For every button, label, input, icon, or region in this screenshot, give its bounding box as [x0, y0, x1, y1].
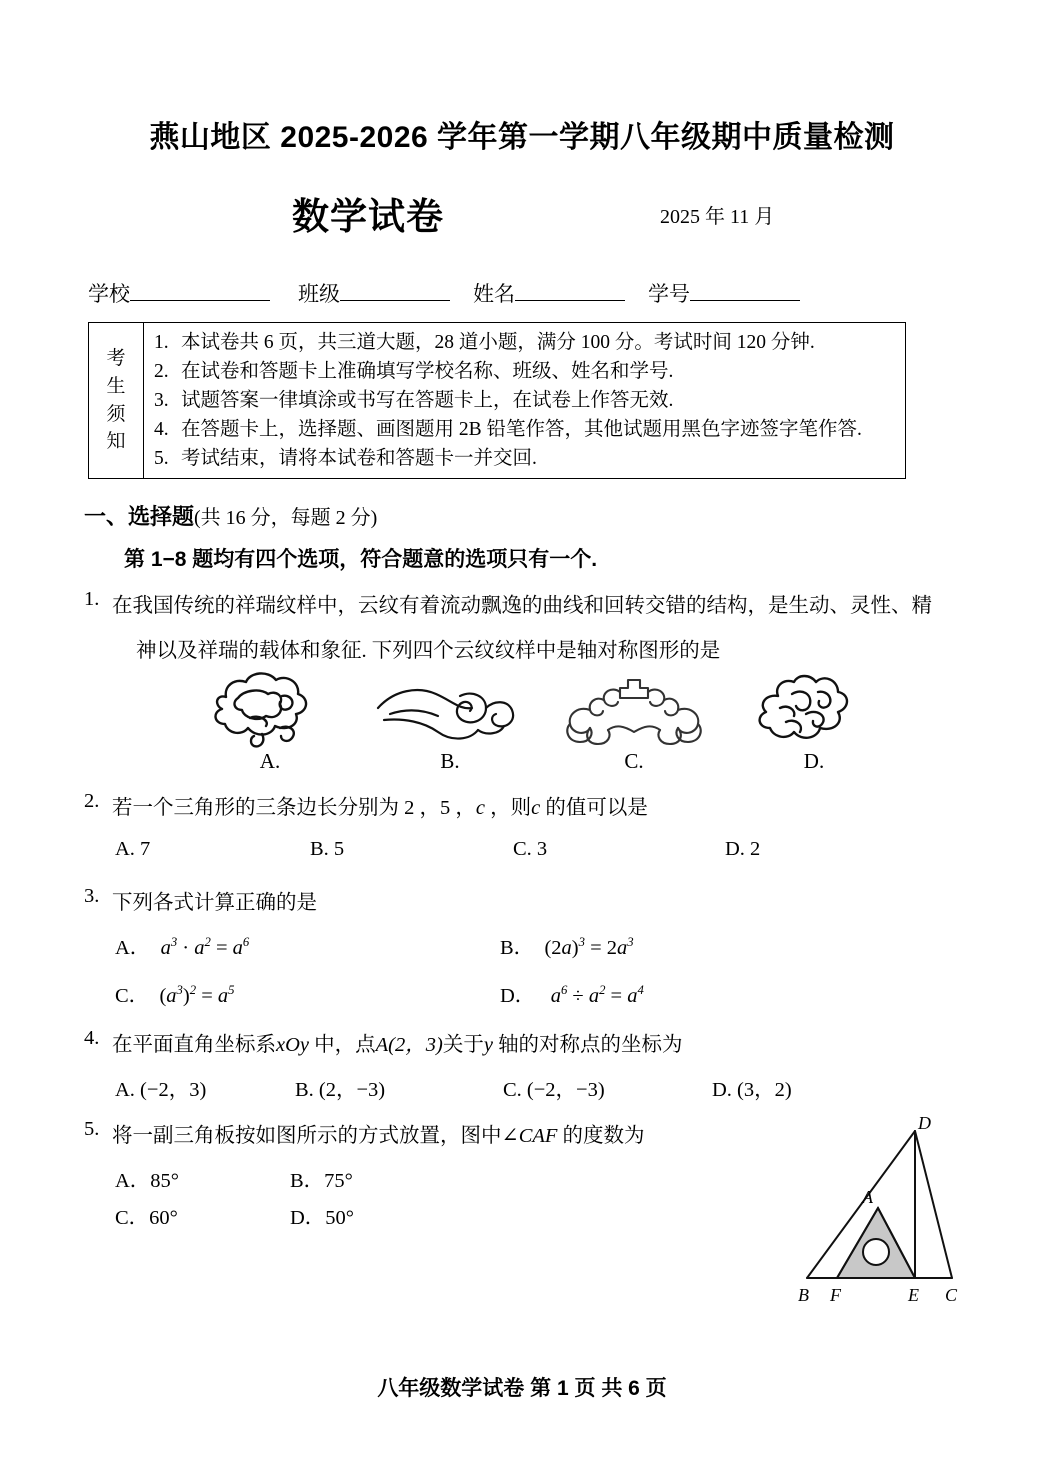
question-2-option-a[interactable]: A. 7 — [115, 838, 151, 860]
question-5-text-a: 将一副三角板按如图所示的方式放置，图中∠ — [112, 1125, 519, 1147]
notice-item — [154, 357, 899, 386]
question-4-option-a[interactable]: A. (−2，3) — [115, 1079, 207, 1101]
question-2-option-c[interactable]: C. 3 — [513, 838, 548, 860]
question-3-option-d-label: D． — [500, 985, 536, 1007]
question-1-option-d[interactable] — [724, 664, 904, 774]
notice-item-number: 1. — [154, 332, 169, 353]
page-footer: 八年级数学试卷 第 1 页 共 6 页 — [377, 1377, 667, 1400]
notice-side-char-1: 考 — [106, 348, 126, 370]
label-f: F — [830, 1285, 841, 1305]
question-4-point: A(2，3) — [375, 1034, 443, 1056]
question-1-option-a[interactable] — [180, 664, 360, 774]
question-1-option-b-label: B. — [440, 749, 460, 773]
question-5-option-a[interactable]: A．85° — [115, 1170, 180, 1192]
question-2-text-c: 的值可以是 — [540, 797, 648, 819]
notice-side-char-3: 须 — [106, 403, 126, 425]
exam-date: 2025 年 11 月 — [660, 206, 775, 228]
question-1-line2: 神以及祥瑞的载体和象征. 下列四个云纹纹样中是轴对称图形的是 — [136, 640, 721, 662]
cloud-swirl-tail-icon — [180, 664, 360, 752]
question-3-option-a-expr: $a^3 \cdot a^2 = a^6$ — [160, 935, 250, 959]
subject-title-row — [0, 186, 1044, 236]
question-3-option-c-label: C． — [115, 985, 150, 1007]
notice-item-number: 3. — [154, 390, 169, 411]
label-e: E — [908, 1285, 919, 1305]
label-a: A — [862, 1187, 873, 1207]
notice-item-text: 本试卷共 6 页，共三道大题，28 道小题，满分 100 分。考试时间 120 分钟. — [181, 332, 815, 353]
page-title: 燕山地区 2025-2026 学年第一学期八年级期中质量检测 — [149, 121, 895, 154]
question-2-text-a: 若一个三角形的三条边长分别为 2 ，5 ， — [112, 797, 476, 819]
section-heading — [84, 500, 377, 531]
notice-item — [154, 386, 899, 415]
cloud-wave-icon — [360, 664, 540, 752]
question-1-number: 1. — [84, 588, 100, 610]
notice-item-number: 4. — [154, 419, 169, 440]
question-3-option-b-label: B． — [500, 937, 535, 959]
field-name[interactable] — [473, 278, 625, 308]
section-subheading: 第 1−8 题均有四个选项，符合题意的选项只有一个. — [124, 548, 598, 571]
question-4-option-d[interactable]: D. (3，2) — [712, 1079, 792, 1101]
field-class-blank[interactable] — [340, 283, 450, 301]
question-2-number: 2. — [84, 790, 100, 812]
section-heading-bold: 一、选择题 — [84, 504, 195, 529]
question-1-option-b[interactable] — [360, 664, 540, 774]
field-student-id[interactable] — [648, 278, 800, 308]
question-1-option-c-label: C. — [624, 749, 644, 773]
section-heading-score: (共 16 分，每题 2 分) — [194, 507, 378, 529]
question-2-text-b: ，则 — [484, 797, 532, 819]
question-1-line1: 在我国传统的祥瑞纹样中，云纹有着流动飘逸的曲线和回转交错的结构，是生动、灵性、精 — [112, 595, 932, 617]
question-2-option-b[interactable]: B. 5 — [310, 838, 345, 860]
cloud-cluster-icon — [724, 664, 904, 752]
examinee-notice-box — [88, 322, 906, 479]
question-4-text-c: 关于 — [442, 1034, 484, 1056]
notice-item — [154, 444, 899, 473]
field-class[interactable] — [298, 278, 450, 308]
question-2-text — [112, 790, 648, 820]
question-4-text-d: 轴的对称点的坐标为 — [492, 1034, 683, 1056]
notice-item-number: 5. — [154, 448, 169, 469]
question-4-axis: y — [483, 1034, 493, 1056]
notice-item — [154, 328, 899, 357]
label-c: C — [945, 1285, 958, 1305]
question-3-option-c[interactable] — [115, 978, 234, 1008]
question-4-option-b[interactable]: B. (2，−3) — [295, 1079, 386, 1101]
question-3-text: 下列各式计算正确的是 — [112, 892, 317, 914]
question-2-var-c2: c — [531, 797, 541, 819]
field-school-blank[interactable] — [130, 283, 270, 301]
question-4-option-c[interactable]: C. (−2，−3) — [503, 1079, 605, 1101]
notice-side-char-2: 生 — [106, 375, 126, 397]
question-3-number: 3. — [84, 885, 100, 907]
question-5-option-b[interactable]: B．75° — [290, 1170, 353, 1192]
question-2-var-c1: c — [475, 797, 485, 819]
notice-item-text: 在试卷和答题卡上准确填写学校名称、班级、姓名和学号. — [181, 361, 674, 382]
question-5-text-b: 的度数为 — [557, 1125, 645, 1147]
question-3-option-a-label: A． — [115, 937, 151, 959]
notice-item-text: 考试结束，请将本试卷和答题卡一并交回. — [181, 448, 537, 469]
field-school[interactable] — [88, 278, 270, 308]
triangle-board-figure — [782, 1115, 972, 1310]
notice-side-char-4: 知 — [106, 431, 126, 453]
notice-item-number: 2. — [154, 361, 169, 382]
question-3-option-d[interactable] — [500, 978, 644, 1008]
notice-item-text: 在答题卡上，选择题、画图题用 2B 铅笔作答，其他试题用黑色字迹签字笔作答. — [181, 419, 862, 440]
question-4-text — [112, 1027, 683, 1057]
field-name-blank[interactable] — [515, 283, 625, 301]
question-5-option-d[interactable]: D．50° — [290, 1207, 355, 1229]
question-3-option-a[interactable] — [115, 930, 249, 960]
label-d: D — [918, 1115, 931, 1133]
question-2-option-d[interactable]: D. 2 — [725, 838, 761, 860]
field-student-id-label: 学号 — [648, 282, 690, 306]
student-info-line — [88, 278, 968, 310]
notice-item — [154, 415, 899, 444]
question-3-option-d-expr: $a^6 \div a^2 = a^4$ — [550, 983, 644, 1007]
field-student-id-blank[interactable] — [690, 283, 800, 301]
question-5-text — [112, 1118, 645, 1148]
notice-items — [144, 323, 905, 478]
field-class-label: 班级 — [298, 282, 340, 306]
field-school-label: 学校 — [88, 282, 130, 306]
question-5-figure — [782, 1115, 972, 1310]
field-name-label: 姓名 — [473, 282, 515, 306]
question-1-option-c[interactable] — [544, 664, 724, 774]
question-1-option-a-label: A. — [259, 749, 281, 773]
question-5-angle: CAF — [518, 1125, 558, 1147]
question-3-option-b[interactable] — [500, 930, 634, 960]
circle-hole — [863, 1239, 889, 1265]
subject-title: 数学试卷 — [292, 196, 444, 237]
question-1-options — [84, 664, 964, 774]
notice-item-text: 试题答案一律填涂或书写在答题卡上，在试卷上作答无效. — [181, 390, 674, 411]
question-4-coord-system: xOy — [276, 1034, 310, 1056]
label-b: B — [798, 1285, 809, 1305]
question-5-number: 5. — [84, 1118, 100, 1140]
question-4-text-a: 在平面直角坐标系 — [112, 1034, 276, 1056]
question-3-option-c-expr: $(a^3)^2 = a^5$ — [154, 983, 235, 1007]
cloud-symmetric-icon — [544, 664, 724, 752]
notice-side-label — [89, 323, 144, 478]
question-1-option-d-label: D. — [803, 749, 825, 773]
question-4-text-b: 中，点 — [309, 1034, 376, 1056]
question-3-option-b-expr: $(2a)^3 = 2a^3$ — [539, 935, 634, 959]
segment-dc — [915, 1131, 952, 1278]
question-5-option-c[interactable]: C．60° — [115, 1207, 178, 1229]
question-4-number: 4. — [84, 1027, 100, 1049]
